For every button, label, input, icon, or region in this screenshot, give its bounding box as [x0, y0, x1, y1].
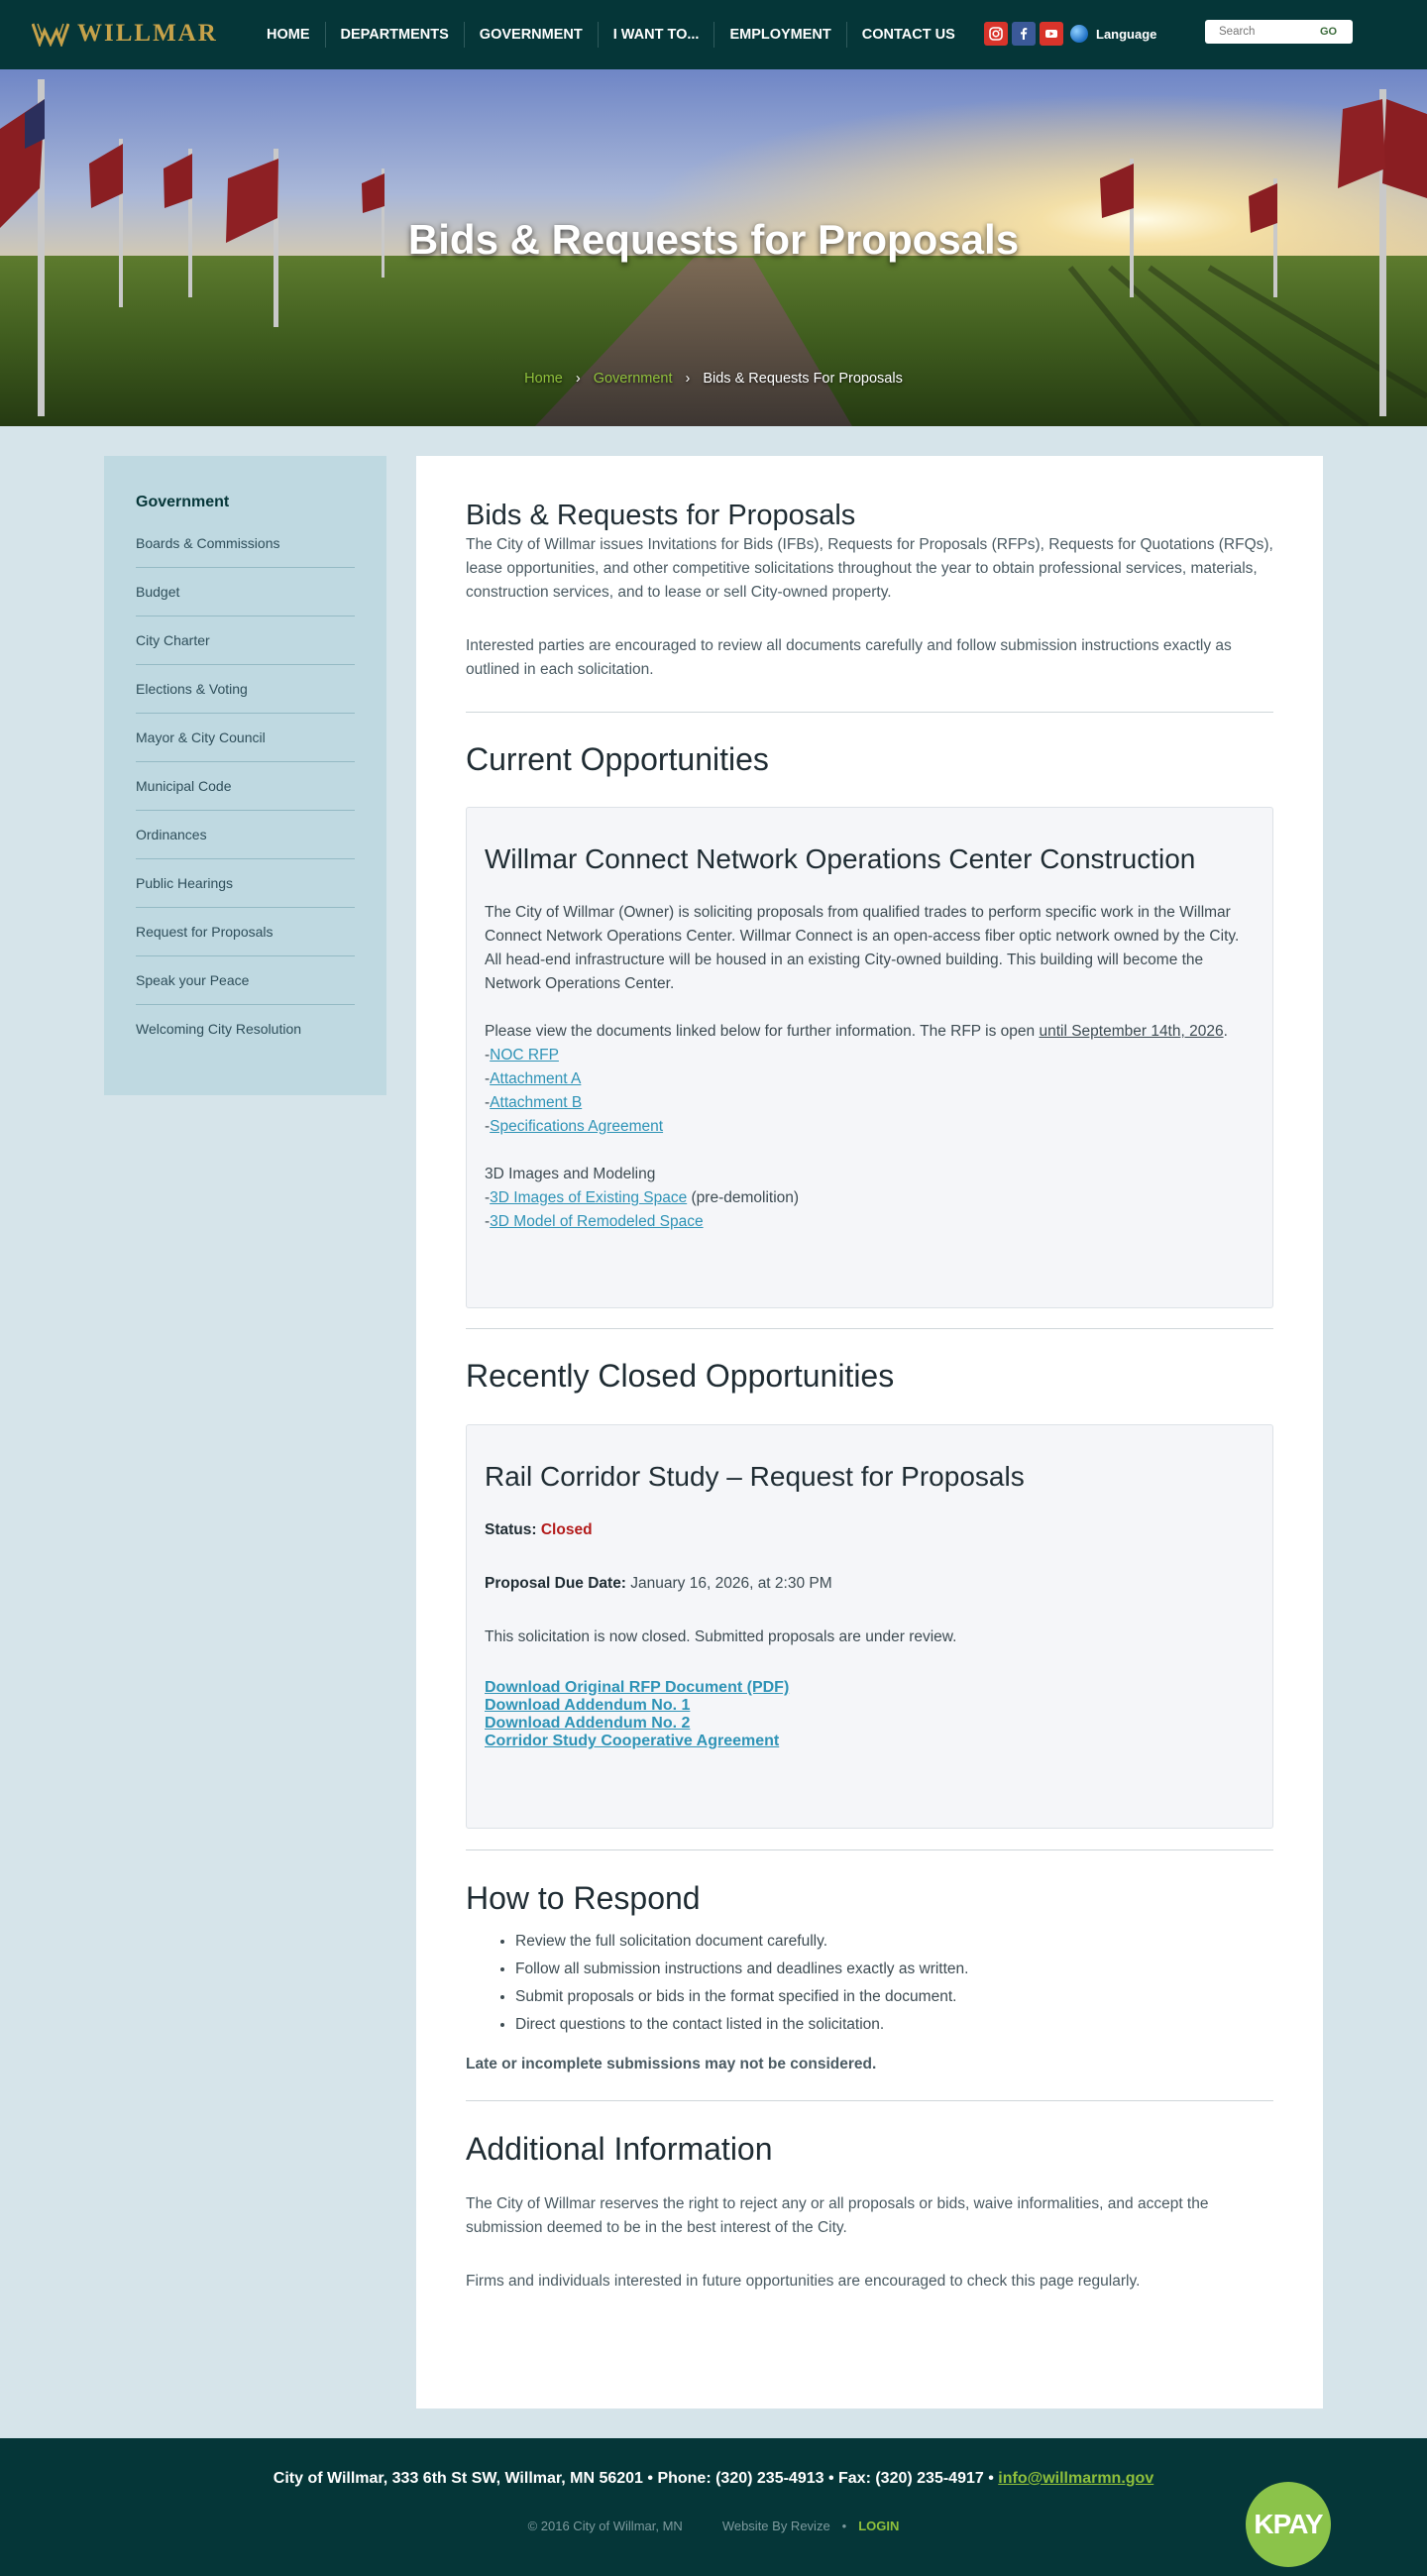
intro-paragraph: The City of Willmar issues Invitations for Bids (IFBs), Requests for Proposals (RFPs), Requests for Quotations (RFQs), lease opportunities, and other competitive solicitations throughout the year to obtain professional services, materials, construction services, and to lease or sell City-owned property. — [466, 536, 1273, 601]
noc-rfp-link[interactable]: NOC RFP — [490, 1047, 559, 1064]
nav-employment[interactable]: EMPLOYMENT — [714, 22, 845, 48]
footer-login-link[interactable]: LOGIN — [858, 2519, 900, 2533]
footer-copyright: © 2016 City of Willmar, MN — [527, 2519, 683, 2533]
document-link-row: -Attachment A — [485, 1070, 582, 1087]
social-links — [984, 22, 1156, 46]
footer-address: City of Willmar, 333 6th St SW, Willmar, MN 56201 • Phone: (320) 235-4913 • Fax: (320) 235-4917 • info@willmarmn.gov — [273, 2470, 1154, 2487]
main-content — [416, 456, 1323, 2408]
logo[interactable] — [32, 19, 218, 49]
footer-meta: © 2016 City of Willmar, MN Website By Revize • LOGIN — [527, 2519, 900, 2533]
3d-images-existing-link[interactable]: 3D Images of Existing Space — [490, 1189, 688, 1206]
globe-icon[interactable] — [1070, 25, 1088, 43]
facebook-icon[interactable] — [1012, 22, 1036, 46]
sidebar-item-municipal-code[interactable]: Municipal Code — [136, 762, 355, 811]
image-link-row: -3D Model of Remodeled Space — [485, 1213, 704, 1230]
main-nav — [252, 22, 970, 48]
intro-paragraph-2: Interested parties are encouraged to review all documents carefully and follow submission instructions exactly as outlined in each solicitation. — [466, 637, 1232, 678]
sidebar-title[interactable]: Government — [136, 494, 230, 510]
breadcrumb-home[interactable]: Home — [524, 371, 563, 387]
images-heading: 3D Images and Modeling — [485, 1166, 656, 1182]
breadcrumb — [0, 371, 1427, 387]
sidebar — [104, 456, 386, 1095]
sidebar-item-boards-commissions[interactable]: Boards & Commissions — [136, 519, 355, 568]
document-link-row: -Specifications Agreement — [485, 1118, 664, 1135]
footer-email-link[interactable]: info@willmarmn.gov — [998, 2470, 1154, 2487]
closed-opportunity-card — [466, 1424, 1273, 1829]
current-opportunity-card — [466, 807, 1273, 1308]
breadcrumb-current: Bids & Requests For Proposals — [703, 371, 903, 387]
documents-intro: Please view the documents linked below for further information. The RFP is open until September 14th, 2026. — [485, 1023, 1228, 1040]
opportunity-description: The City of Willmar (Owner) is soliciting proposals from qualified trades to perform specific work in the Willmar Connect Network Operations Center. Willmar Connect is an open-access fiber optic network owned by the City. All head-end infrastructure will be housed in an existing City-owned building. This building will become the Network Operations Center. — [485, 904, 1240, 992]
opportunity-title: Willmar Connect Network Operations Center Construction — [485, 843, 1196, 874]
list-item: • Direct questions to the contact listed in the solicitation. — [515, 2011, 1273, 2039]
list-item: • Follow all submission instructions and deadlines exactly as written. — [515, 1956, 1273, 1983]
nav-departments[interactable]: DEPARTMENTS — [325, 22, 464, 48]
list-item: • Review the full solicitation document carefully. — [515, 1928, 1273, 1956]
download-addendum-2-link[interactable]: Download Addendum No. 2 — [485, 1715, 691, 1732]
search-box — [1205, 20, 1353, 44]
search-input[interactable] — [1217, 25, 1320, 39]
how-to-respond-heading: How to Respond — [466, 1880, 701, 1916]
site-footer — [0, 2438, 1427, 2576]
site-header — [0, 0, 1427, 69]
download-addendum-1-link[interactable]: Download Addendum No. 1 — [485, 1697, 691, 1714]
status-line: Status: Closed — [485, 1521, 593, 1538]
sidebar-item-budget[interactable]: Budget — [136, 568, 355, 616]
logo-w-icon — [32, 21, 69, 47]
footer-credit[interactable]: Website By Revize — [721, 2519, 830, 2533]
sidebar-item-mayor-council[interactable]: Mayor & City Council — [136, 714, 355, 762]
attachment-a-link[interactable]: Attachment A — [490, 1070, 582, 1087]
search-go-button[interactable]: GO — [1320, 26, 1338, 38]
3d-model-remodeled-link[interactable]: 3D Model of Remodeled Space — [490, 1213, 704, 1230]
youtube-icon[interactable] — [1040, 22, 1063, 46]
sidebar-item-ordinances[interactable]: Ordinances — [136, 811, 355, 859]
nav-contact-us[interactable]: CONTACT US — [846, 22, 970, 48]
closed-note: This solicitation is now closed. Submitted proposals are under review. — [485, 1628, 957, 1645]
sidebar-item-request-for-proposals[interactable]: Request for Proposals — [136, 908, 355, 956]
breadcrumb-chevron-icon: › — [685, 371, 691, 387]
additional-paragraph-2: Firms and individuals interested in future opportunities are encouraged to check this page regularly. — [466, 2273, 1141, 2290]
hero-banner — [0, 69, 1427, 426]
language-selector[interactable]: Language — [1096, 26, 1157, 42]
status-badge: Closed — [540, 1521, 593, 1538]
nav-i-want-to[interactable]: I WANT TO... — [598, 22, 714, 48]
nav-home[interactable]: HOME — [267, 27, 310, 43]
content-body — [466, 498, 1273, 2294]
current-opportunities-heading: Current Opportunities — [466, 741, 769, 777]
closed-opportunity-title: Rail Corridor Study – Request for Proposals — [485, 1461, 1025, 1492]
logo-text: WILLMAR — [77, 20, 218, 47]
due-date-line: Proposal Due Date: January 16, 2026, at 2:30 PM — [485, 1575, 832, 1592]
breadcrumb-government[interactable]: Government — [593, 371, 673, 387]
rfp-deadline: until September 14th, 2026 — [1039, 1023, 1224, 1040]
sidebar-item-city-charter[interactable]: City Charter — [136, 616, 355, 665]
closed-opportunities-heading: Recently Closed Opportunities — [466, 1358, 895, 1394]
sidebar-item-welcoming-city-resolution[interactable]: Welcoming City Resolution — [136, 1021, 302, 1037]
document-link-row: -Attachment B — [485, 1094, 583, 1111]
page-title: Bids & Requests for Proposals — [407, 216, 1020, 263]
sidebar-item-speak-your-peace[interactable]: Speak your Peace — [136, 956, 355, 1005]
content-heading: Bids & Requests for Proposals — [466, 500, 856, 531]
download-rfp-link[interactable]: Download Original RFP Document (PDF) — [485, 1679, 790, 1696]
late-submission-warning: Late or incomplete submissions may not be considered. — [466, 2056, 877, 2072]
sidebar-nav — [136, 519, 355, 1053]
attachment-b-link[interactable]: Attachment B — [490, 1094, 583, 1111]
additional-paragraph: The City of Willmar reserves the right to reject any or all proposals or bids, waive informalities, and accept the submission deemed to be in the best interest of the City. — [466, 2195, 1209, 2236]
instagram-icon[interactable] — [984, 22, 1008, 46]
sidebar-item-elections-voting[interactable]: Elections & Voting — [136, 665, 355, 714]
corridor-agreement-link[interactable]: Corridor Study Cooperative Agreement — [485, 1733, 780, 1749]
image-link-row: -3D Images of Existing Space (pre-demolition) — [485, 1189, 800, 1206]
additional-info-heading: Additional Information — [466, 2131, 773, 2167]
respond-list — [466, 1928, 1273, 2039]
nav-government[interactable]: GOVERNMENT — [464, 22, 598, 48]
document-link-row: -NOC RFP — [485, 1047, 559, 1064]
sidebar-item-public-hearings[interactable]: Public Hearings — [136, 859, 355, 908]
list-item: • Submit proposals or bids in the format specified in the document. — [515, 1983, 1273, 2011]
specifications-agreement-link[interactable]: Specifications Agreement — [490, 1118, 664, 1135]
breadcrumb-chevron-icon: › — [575, 371, 581, 387]
kpay-button[interactable]: KPAY — [1246, 2482, 1331, 2567]
